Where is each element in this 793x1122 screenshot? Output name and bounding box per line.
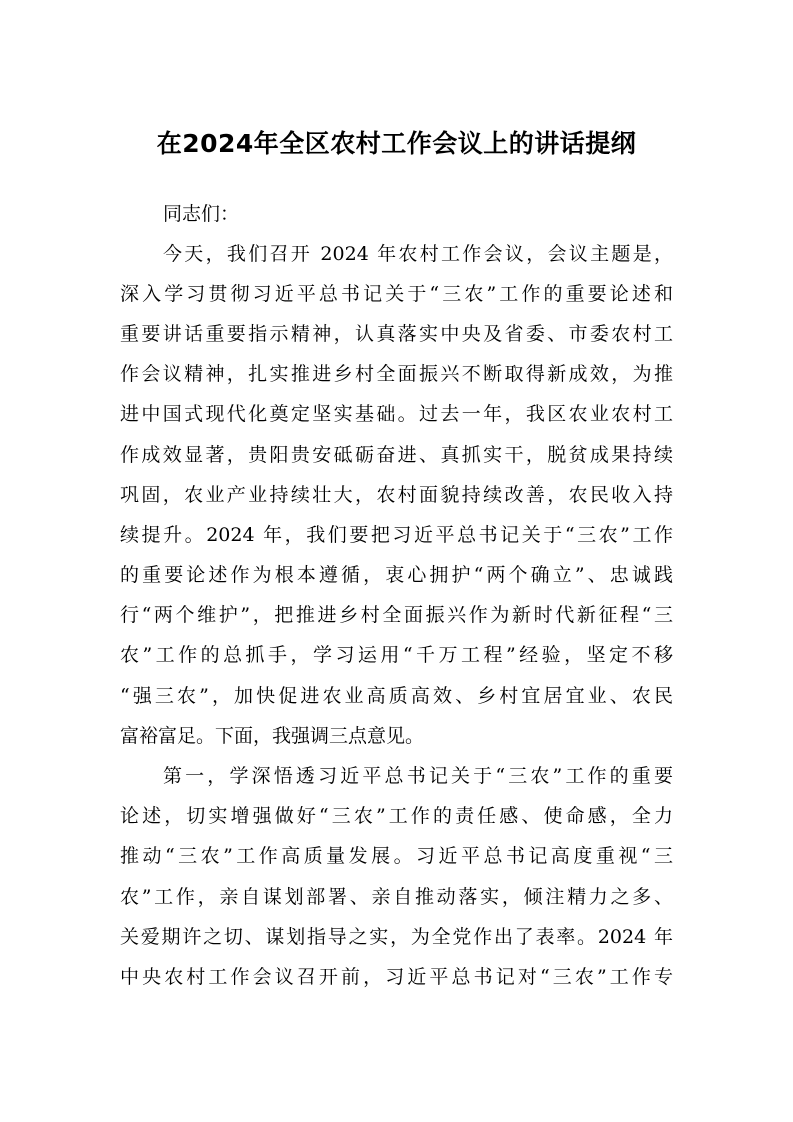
body-line: 推动“三农”工作高质量发展。习近平总书记高度重视“三 <box>120 845 673 867</box>
body-line: 中央农村工作会议召开前，习近平总书记对“三农”工作专 <box>120 966 673 988</box>
body-line: 今天，我们召开 2024 年农村工作会议，会议主题是， <box>163 243 673 265</box>
body-line: 农”工作，亲自谋划部署、亲自推动落实，倾注精力之多、 <box>120 886 673 908</box>
body-line: 农”工作的总抓手，学习运用“千万工程”经验，坚定不移 <box>120 644 673 666</box>
body-line: 的重要论述作为根本遵循，衷心拥护“两个确立”、忠诚践 <box>120 564 673 586</box>
body-line: “强三农”，加快促进农业高质高效、乡村宜居宜业、农民 <box>120 685 673 707</box>
salutation: 同志们： <box>163 203 240 225</box>
body-line: 巩固，农业产业持续壮大，农村面貌持续改善，农民收入持 <box>120 484 673 506</box>
body-line: 重要讲话重要指示精神，认真落实中央及省委、市委农村工 <box>120 323 673 345</box>
body-line: 进中国式现代化奠定坚实基础。过去一年，我区农业农村工 <box>120 403 673 425</box>
body-line: 富裕富足。下面，我强调三点意见。 <box>120 725 425 747</box>
body-line: 行“两个维护”，把推进乡村全面振兴作为新时代新征程“三 <box>120 604 673 626</box>
body-line: 作会议精神，扎实推进乡村全面振兴不断取得新成效，为推 <box>120 363 673 385</box>
body-line: 续提升。2024 年，我们要把习近平总书记关于“三农”工作 <box>120 524 673 546</box>
body-line: 作成效显著，贵阳贵安砥砺奋进、真抓实干，脱贫成果持续 <box>120 444 673 466</box>
body-line: 关爱期许之切、谋划指导之实，为全党作出了表率。2024 年 <box>120 926 673 948</box>
body-line: 第一，学深悟透习近平总书记关于“三农”工作的重要 <box>163 765 673 787</box>
body-line: 论述，切实增强做好“三农”工作的责任感、使命感，全力 <box>120 805 673 827</box>
document-title: 在2024年全区农村工作会议上的讲话提纲 <box>156 129 637 158</box>
body-line: 深入学习贯彻习近平总书记关于“三农”工作的重要论述和 <box>120 283 673 305</box>
